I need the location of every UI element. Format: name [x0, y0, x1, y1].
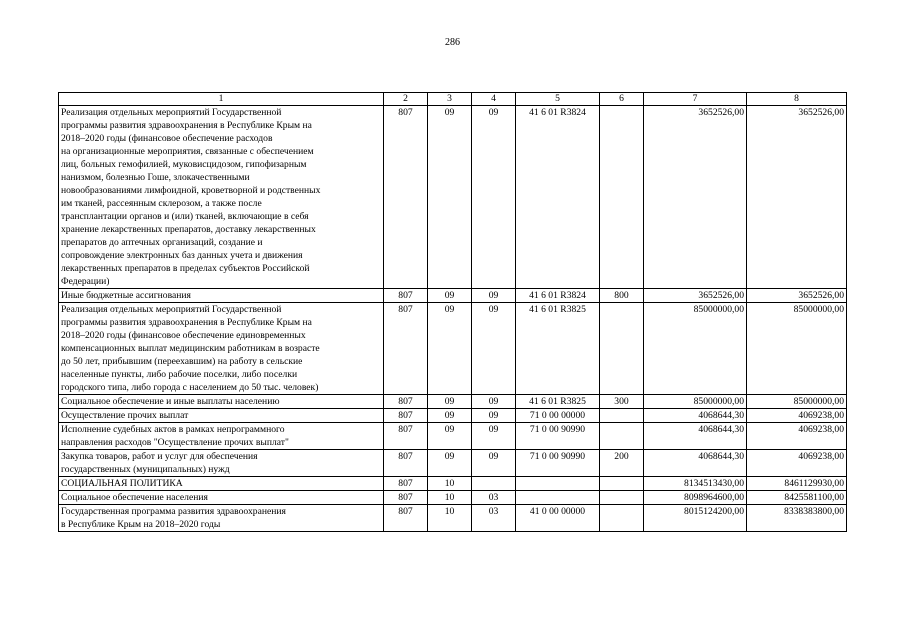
table-row	[59, 409, 847, 423]
amount-year-2: 8461129930,00	[747, 477, 847, 491]
expense-type-code	[600, 477, 644, 491]
section-code: 10	[428, 477, 472, 491]
subsection-code: 09	[472, 289, 516, 303]
section-code: 10	[428, 505, 472, 532]
amount-year-1: 85000000,00	[644, 395, 747, 409]
amount-year-1: 3652526,00	[644, 289, 747, 303]
expense-type-code	[600, 409, 644, 423]
section-code: 09	[428, 409, 472, 423]
table-row	[59, 450, 847, 477]
column-header: 2	[384, 93, 428, 106]
subsection-code: 09	[472, 450, 516, 477]
amount-year-2: 4069238,00	[747, 450, 847, 477]
column-header: 6	[600, 93, 644, 106]
table-row	[59, 491, 847, 505]
row-name: Реализация отдельных мероприятий Государственной программы развития здравоохранения в Республике Крым на 2018–2020 годы (финансовое обеспечение единовременных компенсационных выплат медицинским работникам в возрасте до 50 лет, прибывшим (переехавшим) на работу в сельские населенные пункты, либо рабочие поселки, либо поселки городского типа, либо города с населением до 50 тыс. человек)	[59, 303, 384, 395]
amount-year-2: 3652526,00	[747, 289, 847, 303]
amount-year-2: 8425581100,00	[747, 491, 847, 505]
section-code: 10	[428, 491, 472, 505]
expense-type-code	[600, 106, 644, 289]
target-article-code: 71 0 00 90990	[516, 423, 600, 450]
expense-type-code	[600, 491, 644, 505]
amount-year-1: 8098964600,00	[644, 491, 747, 505]
ministry-code: 807	[384, 395, 428, 409]
amount-year-2: 85000000,00	[747, 303, 847, 395]
section-code: 09	[428, 303, 472, 395]
target-article-code	[516, 477, 600, 491]
target-article-code	[516, 491, 600, 505]
row-name: Иные бюджетные ассигнования	[59, 289, 384, 303]
amount-year-2: 4069238,00	[747, 423, 847, 450]
expense-type-code: 300	[600, 395, 644, 409]
amount-year-2: 85000000,00	[747, 395, 847, 409]
section-code: 09	[428, 395, 472, 409]
ministry-code: 807	[384, 106, 428, 289]
table-row	[59, 106, 847, 289]
column-header: 8	[747, 93, 847, 106]
subsection-code: 09	[472, 395, 516, 409]
row-name: Осуществление прочих выплат	[59, 409, 384, 423]
expense-type-code	[600, 505, 644, 532]
target-article-code: 71 0 00 90990	[516, 450, 600, 477]
subsection-code: 09	[472, 303, 516, 395]
section-code: 09	[428, 106, 472, 289]
budget-table	[58, 92, 847, 532]
amount-year-2: 8338383800,00	[747, 505, 847, 532]
row-name: Государственная программа развития здравоохранения в Республике Крым на 2018–2020 годы	[59, 505, 384, 532]
column-header: 1	[59, 93, 384, 106]
target-article-code: 41 0 00 00000	[516, 505, 600, 532]
ministry-code: 807	[384, 491, 428, 505]
subsection-code	[472, 477, 516, 491]
expense-type-code: 800	[600, 289, 644, 303]
column-header: 3	[428, 93, 472, 106]
table-row	[59, 423, 847, 450]
table-row	[59, 505, 847, 532]
target-article-code: 41 6 01 R3825	[516, 395, 600, 409]
subsection-code: 09	[472, 106, 516, 289]
section-code: 09	[428, 423, 472, 450]
amount-year-2: 3652526,00	[747, 106, 847, 289]
subsection-code: 09	[472, 409, 516, 423]
row-name: Закупка товаров, работ и услуг для обеспечения государственных (муниципальных) нужд	[59, 450, 384, 477]
row-name: СОЦИАЛЬНАЯ ПОЛИТИКА	[59, 477, 384, 491]
amount-year-1: 3652526,00	[644, 106, 747, 289]
header-row	[59, 93, 847, 106]
ministry-code: 807	[384, 303, 428, 395]
table-row	[59, 477, 847, 491]
column-header: 4	[472, 93, 516, 106]
column-header: 5	[516, 93, 600, 106]
row-name: Исполнение судебных актов в рамках непрограммного направления расходов "Осуществление прочих выплат"	[59, 423, 384, 450]
table-row	[59, 303, 847, 395]
amount-year-2: 4069238,00	[747, 409, 847, 423]
ministry-code: 807	[384, 423, 428, 450]
target-article-code: 41 6 01 R3824	[516, 289, 600, 303]
ministry-code: 807	[384, 409, 428, 423]
section-code: 09	[428, 450, 472, 477]
expense-type-code	[600, 423, 644, 450]
subsection-code: 03	[472, 505, 516, 532]
column-header: 7	[644, 93, 747, 106]
amount-year-1: 8015124200,00	[644, 505, 747, 532]
target-article-code: 41 6 01 R3824	[516, 106, 600, 289]
section-code: 09	[428, 289, 472, 303]
row-name: Социальное обеспечение населения	[59, 491, 384, 505]
subsection-code: 09	[472, 423, 516, 450]
row-name: Социальное обеспечение и иные выплаты населению	[59, 395, 384, 409]
amount-year-1: 4068644,30	[644, 409, 747, 423]
table-row	[59, 289, 847, 303]
page-number: 286	[445, 37, 460, 48]
subsection-code: 03	[472, 491, 516, 505]
ministry-code: 807	[384, 477, 428, 491]
amount-year-1: 4068644,30	[644, 450, 747, 477]
expense-type-code: 200	[600, 450, 644, 477]
ministry-code: 807	[384, 289, 428, 303]
row-name: Реализация отдельных мероприятий Государственной программы развития здравоохранения в Республике Крым на 2018–2020 годы (финансовое обеспечение расходов на организационные мероприятия, связанные с обеспечением лиц, больных гемофилией, муковисцидозом, гипофизарным нанизмом, болезнью Гоше, злокачественными новообразованиями лимфоидной, кроветворной и родственных им тканей, рассеянным склерозом, а также после трансплантации органов и (или) тканей, включающие в себя хранение лекарственных препаратов, доставку лекарственных препаратов до аптечных организаций, создание и сопровождение электронных баз данных учета и движения лекарственных препаратов в пределах субъектов Российской Федерации)	[59, 106, 384, 289]
amount-year-1: 4068644,30	[644, 423, 747, 450]
table-row	[59, 395, 847, 409]
target-article-code: 71 0 00 00000	[516, 409, 600, 423]
expense-type-code	[600, 303, 644, 395]
amount-year-1: 8134513430,00	[644, 477, 747, 491]
target-article-code: 41 6 01 R3825	[516, 303, 600, 395]
amount-year-1: 85000000,00	[644, 303, 747, 395]
ministry-code: 807	[384, 505, 428, 532]
ministry-code: 807	[384, 450, 428, 477]
